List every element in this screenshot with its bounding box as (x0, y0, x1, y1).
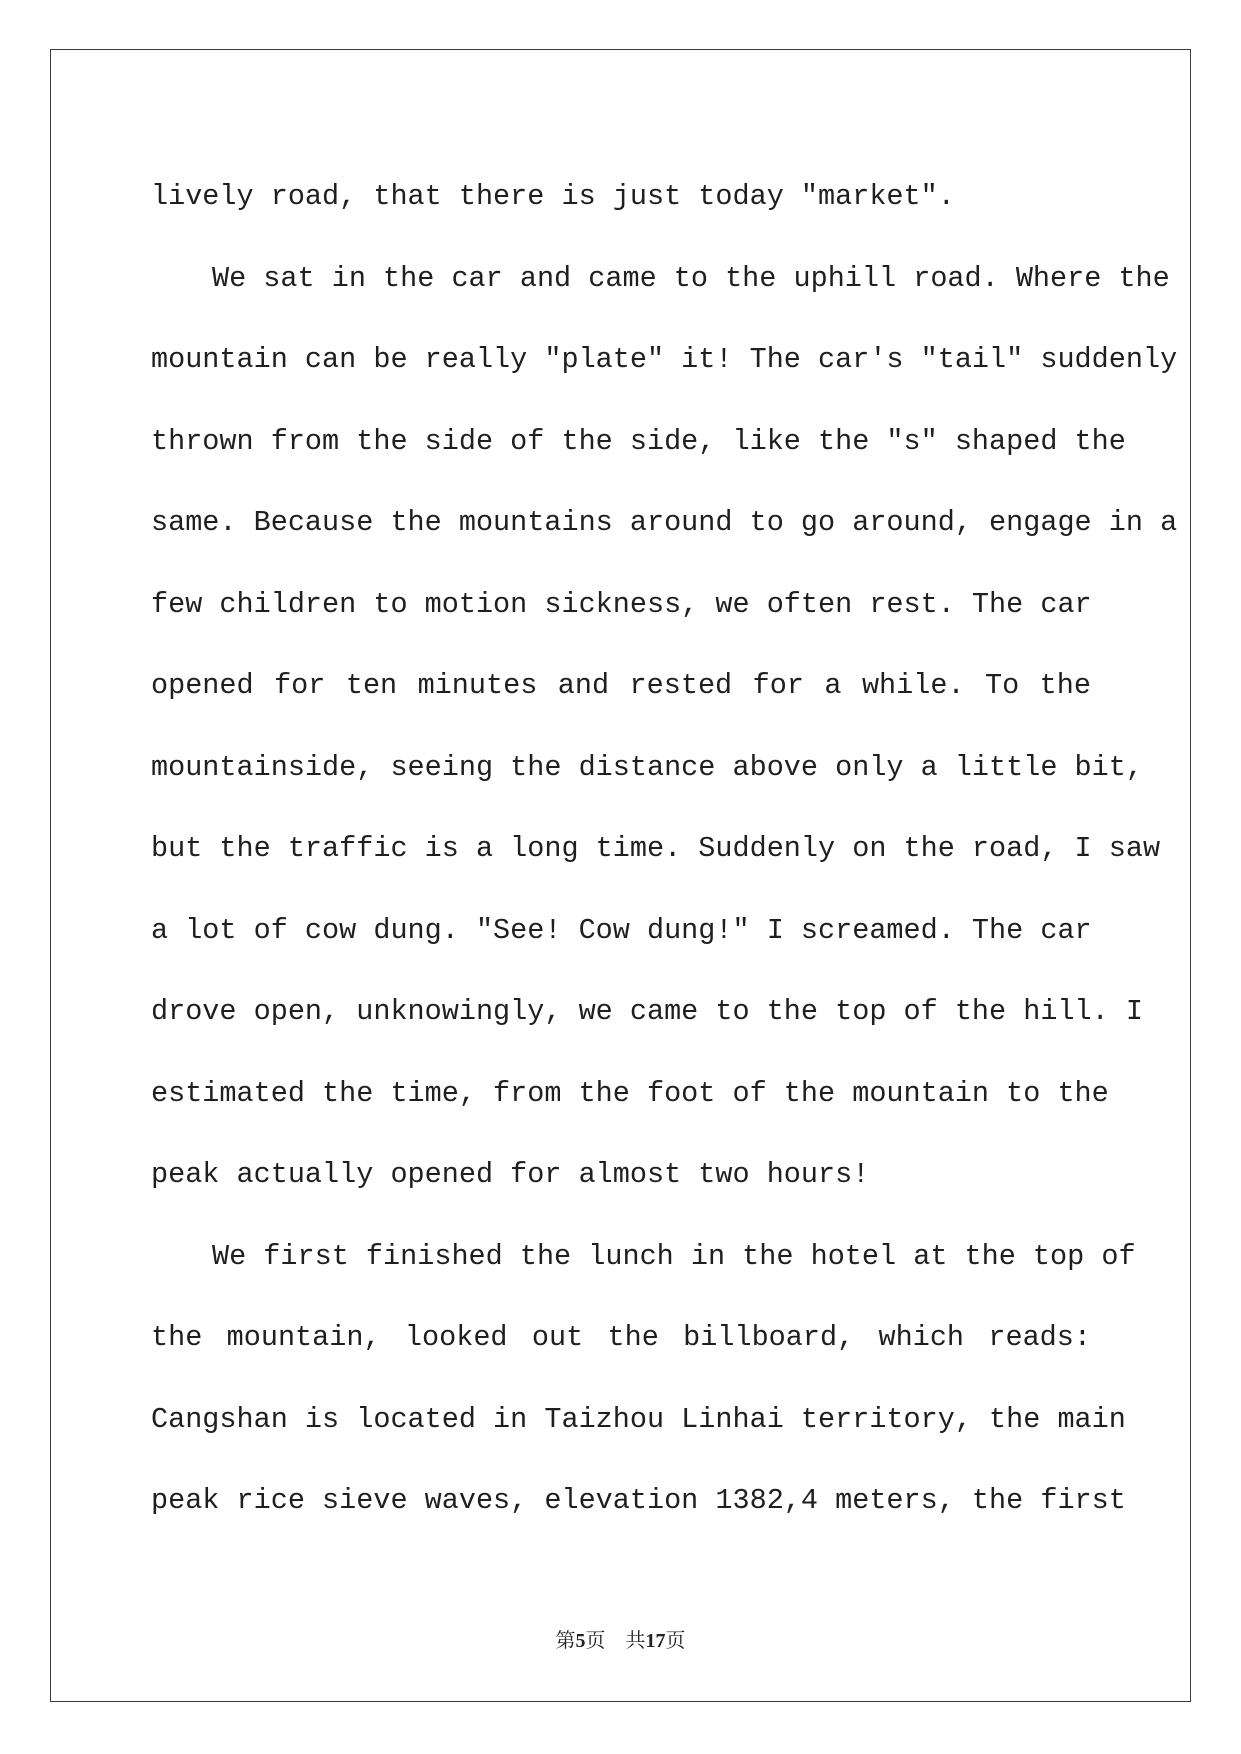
text-line: drove open, unknowingly, we came to the top of the hill. I (151, 995, 1143, 1028)
page-number: 5 (575, 1630, 586, 1652)
text-line: estimated the time, from the foot of the mountain to the (151, 1076, 1109, 1110)
text-line: lively road, that there is just today "market". (151, 180, 955, 213)
text-line: mountain can be really "plate" it! The car's "tail" suddenly (151, 343, 1178, 376)
text-line: mountainside, seeing the distance above only a little bit, (151, 750, 1143, 784)
document-body (151, 162, 1178, 1548)
text-line: Cangshan is located in Taizhou Linhai territory, the main (151, 1402, 1126, 1436)
text-line: the mountain, looked out the billboard, which reads: (151, 1321, 1091, 1354)
text-line: few children to motion sickness, we often rest. The car (151, 587, 1092, 621)
total-suffix: 页 (665, 1630, 686, 1652)
text-line: peak rice sieve waves, elevation 1382,4 meters, the first (151, 1484, 1126, 1517)
text-line: We first finished the lunch in the hotel at the top of (212, 1239, 1136, 1273)
text-line: same. Because the mountains around to go around, engage in a (151, 506, 1178, 539)
text-line: but the traffic is a long time. Suddenly on the road, I saw (151, 832, 1161, 865)
text-line: We sat in the car and came to the uphill road. Where the (212, 261, 1170, 295)
page-footer (0, 1624, 1241, 1653)
text-line: opened for ten minutes and rested for a while. To the (151, 669, 1091, 702)
text-line: thrown from the side of the side, like the "s" shaped the (151, 424, 1126, 458)
page-suffix: 页 (585, 1630, 606, 1652)
text-line: a lot of cow dung. "See! Cow dung!" I screamed. The car (151, 913, 1092, 947)
text-line: peak actually opened for almost two hours! (151, 1158, 870, 1191)
total-prefix: 共 (625, 1630, 646, 1652)
page-prefix: 第 (555, 1630, 576, 1652)
total-pages: 17 (645, 1630, 666, 1652)
